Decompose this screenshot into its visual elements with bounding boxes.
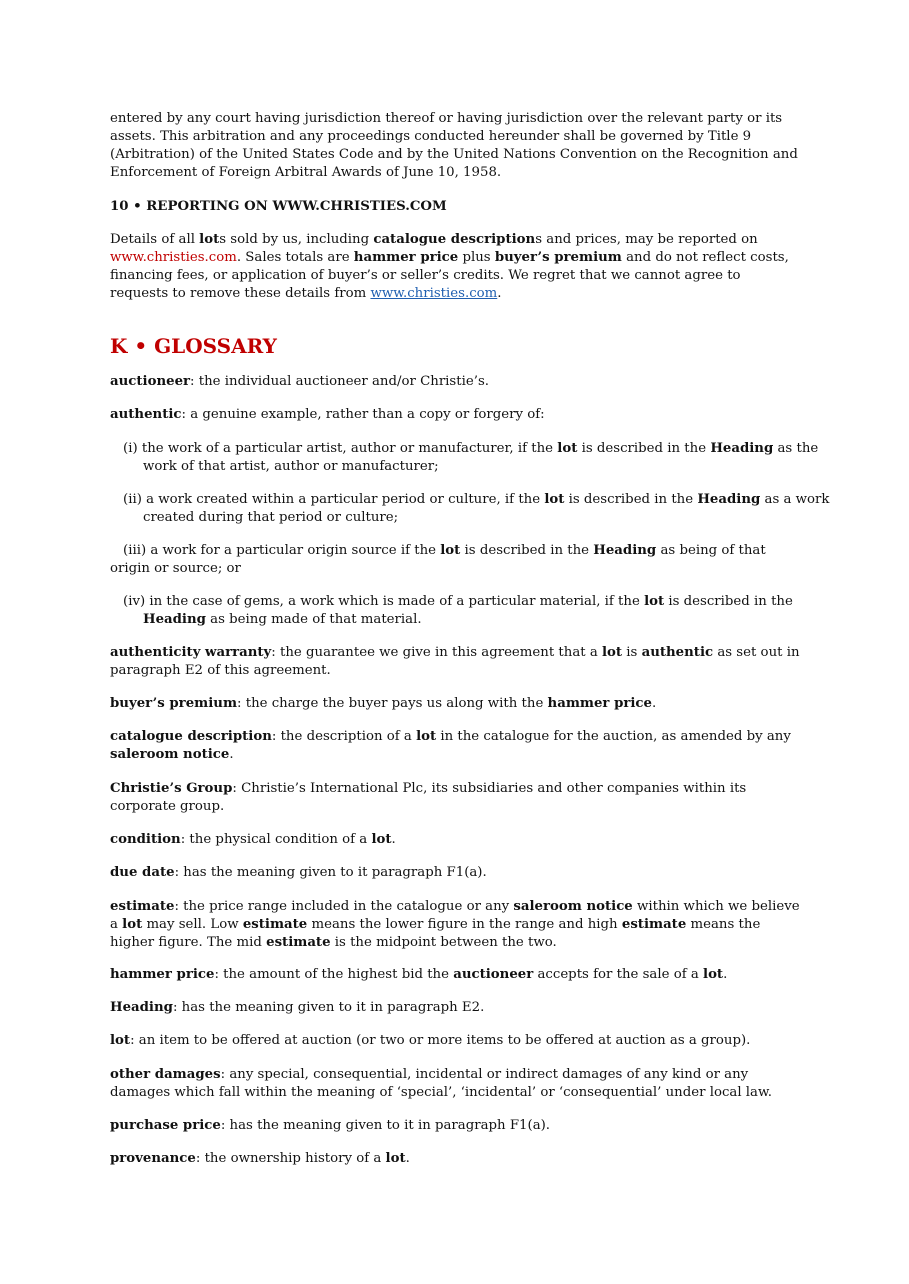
reporting-paragraph: Details of all lots sold by us, including catalogue descriptions and prices, may be reported on www.christies.com. Sales totals are hammer price plus buyer’s premium and do not reflect costs, financing fees, or application of buyer’s or seller’s credits. We regret that we cannot agree to requests to remove these details from www.christies.com. bbox=[110, 232, 789, 301]
christies-site-text: www.christies.com bbox=[110, 250, 237, 265]
glossary-entry-auctioneer: auctioneer: the individual auctioneer and/or Christie’s. bbox=[110, 374, 489, 389]
glossary-entry-authentic: authentic: a genuine example, rather than a copy or forgery of: bbox=[110, 407, 545, 422]
glossary-entry-purchase-price: purchase price: has the meaning given to it in paragraph F1(a). bbox=[110, 1118, 551, 1133]
authentic-item-ii: (ii) a work created within a particular period or culture, if the lot is described in the Heading as a work created during that period or culture; bbox=[123, 492, 830, 525]
authentic-item-iii: (iii) a work for a particular origin source if the lot is described in the Heading as being of that origin or source; or bbox=[110, 543, 766, 576]
glossary-entry-provenance: provenance: the ownership history of a lot. bbox=[110, 1151, 410, 1166]
arbitration-paragraph: entered by any court having jurisdiction thereof or having jurisdiction over the relevant party or its assets. This arbitration and any proceedings conducted hereunder shall be governed by Title 9 (Arbitration) of the United States Code and by the United Nations Convention on the Recognition and Enforcement of Foreign Arbitral Awards of June 10, 1958. bbox=[110, 111, 798, 180]
authentic-item-i: (i) the work of a particular artist, author or manufacturer, if the lot is described in the Heading as the work of that artist, author or manufacturer; bbox=[123, 441, 819, 474]
glossary-entry-estimate: estimate: the price range included in the catalogue or any saleroom notice within which we believe a lot may sell. Low estimate means the lower figure in the range and high estimate means the higher figure. The mid estimate is the midpoint between the two. bbox=[110, 899, 800, 950]
glossary-entry-condition: condition: the physical condition of a lot. bbox=[110, 832, 396, 847]
glossary-entry-lot: lot: an item to be offered at auction (or two or more items to be offered at auction as a group). bbox=[110, 1033, 751, 1048]
glossary-entry-christies-group: Christie’s Group: Christie’s International Plc, its subsidiaries and other companies within its corporate group. bbox=[110, 781, 747, 814]
section-10-heading: 10 • REPORTING ON WWW.CHRISTIES.COM bbox=[110, 199, 447, 214]
glossary-entry-hammer-price: hammer price: the amount of the highest bid the auctioneer accepts for the sale of a lot. bbox=[110, 967, 728, 982]
glossary-title: K • GLOSSARY bbox=[110, 334, 277, 358]
glossary-entry-authenticity-warranty: authenticity warranty: the guarantee we give in this agreement that a lot is authentic as set out in paragraph E2 of this agreement. bbox=[110, 645, 800, 678]
glossary-entry-due-date: due date: has the meaning given to it paragraph F1(a). bbox=[110, 865, 487, 880]
glossary-entry-buyers-premium: buyer’s premium: the charge the buyer pays us along with the hammer price. bbox=[110, 696, 657, 711]
christies-link[interactable]: www.christies.com bbox=[370, 286, 498, 301]
glossary-entry-catalogue-description: catalogue description: the description of a lot in the catalogue for the auction, as amended by any saleroom notice. bbox=[110, 729, 791, 762]
glossary-entry-heading: Heading: has the meaning given to it in paragraph E2. bbox=[110, 1000, 485, 1015]
authentic-item-iv: (iv) in the case of gems, a work which is made of a particular material, if the lot is described in the Heading as being made of that material. bbox=[123, 594, 793, 627]
glossary-entry-other-damages: other damages: any special, consequential, incidental or indirect damages of any kind or any damages which fall within the meaning of ‘special’, ‘incidental’ or ‘consequential’ under local law. bbox=[110, 1067, 773, 1100]
